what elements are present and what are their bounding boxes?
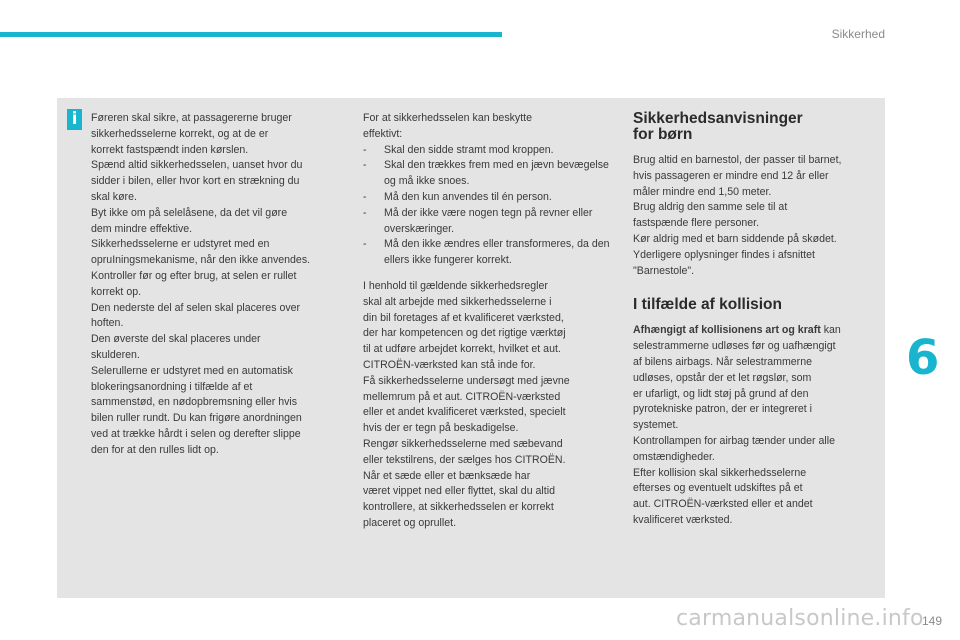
lead-rest: kan (820, 324, 841, 337)
text-line: måler mindre end 1,50 meter. (633, 185, 772, 198)
text-line: sidder i bilen, eller hvor kort en strækning du (91, 175, 300, 188)
text-line: hoften. (91, 317, 124, 330)
watermark: carmanualsonline.info (676, 606, 924, 631)
conditions-list (363, 143, 615, 269)
text-line: Kør aldrig med et barn siddende på skødet. (633, 232, 837, 245)
list-item: - Må den kun anvendes til én person. (363, 190, 615, 206)
text-line: opruIningsmekanisme, når den ikke anvendes. (91, 254, 311, 267)
text-line: fastspænde flere personer. (633, 217, 760, 230)
text-line: mellemrum på et aut. CITROËN-værksted (363, 390, 561, 403)
chapter-number: 6 (906, 330, 940, 386)
text-line: Kontroller før og efter brug, at selen er rullet (91, 269, 297, 282)
text-line: eller tekstilrens, der sælges hos CITROËN. (363, 453, 566, 466)
text-line: kvalificeret værksted. (633, 513, 733, 526)
lead-bold: Afhængigt af kollisionens art og kraft (633, 324, 821, 337)
text-line: Føreren skal sikre, at passagererne bruger (91, 112, 292, 124)
text-line: dem mindre effektive. (91, 222, 193, 235)
text-line: placeret og oprullet. (363, 516, 457, 529)
list-item: - Må der ikke være nogen tegn på revner eller overskæringer. (363, 206, 615, 238)
text-line: ved at trække hårdt i selen og derefter slippe (91, 427, 301, 440)
text-line: af bilens airbags. Når selestrammerne (633, 355, 812, 368)
text-line: kontrollere, at sikkerhedsselen er korrekt (363, 501, 554, 514)
text-line: Få sikkerhedsselerne undersøgt med jævne (363, 374, 570, 387)
text-line: selestrammerne udløses før og uafhængigt (633, 340, 836, 353)
list-item: - Må den ikke ændres eller transformeres, da den ellers ikke fungerer korrekt. (363, 237, 615, 269)
heading-children-line-2: for børn (633, 126, 693, 143)
text-line: Kontrollampen for airbag tænder under alle (633, 434, 835, 447)
text-line: Brug aldrig den samme sele til at (633, 201, 788, 214)
text-line: Den øverste del skal placeres under (91, 333, 261, 346)
column-seatbelt-conditions (363, 111, 615, 532)
text-line: hvis der er tegn på beskadigelse. (363, 422, 519, 435)
heading-children-line-1: Sikkerhedsanvisninger (633, 110, 803, 127)
text-line: skal alt arbejde med sikkerhedsselerne i (363, 295, 552, 308)
text-line: skal køre. (91, 190, 137, 203)
text-line: I henhold til gældende sikkerhedsregler (363, 279, 548, 292)
text-line: bilen ruller rundt. Du kan frigøre anordningen (91, 412, 302, 425)
text-line: skulderen. (91, 348, 140, 361)
column-seatbelt-general (91, 111, 349, 459)
text-line: din bil foretages af et kvalificeret værksted, (363, 311, 564, 324)
text-line: Brug altid en barnestol, der passer til barnet, (633, 154, 842, 166)
section-title: Sikkerhed (831, 27, 885, 41)
text-line: eller et andet kvalificeret værksted, specielt (363, 406, 566, 419)
text-line: til at udføre arbejdet korrekt, hvilket et aut. (363, 343, 561, 356)
text-line: været vippet ned eller flyttet, skal du altid (363, 485, 555, 498)
text-line: Selerullerne er udstyret med en automatisk (91, 364, 293, 377)
text-line: Når et sæde eller et bænksæde har (363, 469, 531, 482)
text-line: "Barnestole". (633, 264, 695, 277)
text-line: CITROËN-værksted kan stå inde for. (363, 358, 536, 371)
text-line: der har kompetencen og det rigtige værktøj (363, 327, 566, 340)
info-icon: i (67, 109, 82, 130)
text-line: efterses og eventuelt udskiftes på et (633, 482, 803, 495)
text-line: Yderligere oplysninger findes i afsnittet (633, 248, 815, 261)
text-line: hvis passageren er mindre end 12 år eller (633, 169, 829, 182)
text-line-lead (633, 323, 883, 339)
text-line: sikkerhedsselerne korrekt, og at de er (91, 127, 269, 140)
text-line: korrekt fastspændt inden kørslen. (91, 143, 249, 156)
intro-line: effektivt: (363, 127, 403, 140)
text-line: korrekt op. (91, 285, 142, 298)
text-line: Rengør sikkerhedsselerne med sæbevand (363, 437, 563, 450)
text-line: Sikkerhedsselerne er udstyret med en (91, 238, 270, 251)
text-line: pyrotekniske patron, der er integreret i (633, 403, 813, 416)
text-line: er ufarligt, og lidt støj på grund af den (633, 387, 809, 400)
text-line: den for at den rulles lidt op. (91, 443, 219, 456)
heading-collision: I tilfælde af kollision (633, 296, 782, 314)
list-item: - Skal den trækkes frem med en jævn bevægelse og må ikke snoes. (363, 158, 615, 190)
text-line: blokeringsanordning i tilfælde af et (91, 380, 253, 393)
list-item: - Skal den sidde stramt mod kroppen. (363, 143, 615, 159)
page-number: 149 (921, 614, 942, 628)
text-line: Byt ikke om på selelåsene, da det vil gøre (91, 206, 288, 219)
text-line: Den nederste del af selen skal placeres over (91, 301, 301, 314)
column-children-collision (633, 111, 883, 529)
intro-line: For at sikkerhedsselen kan beskytte (363, 112, 532, 124)
header-accent-bar (0, 32, 502, 37)
text-line: udløses, opstår der et let røgslør, som (633, 371, 812, 384)
text-line: omstændigheder. (633, 450, 715, 463)
text-line: Spænd altid sikkerhedsselen, uanset hvor du (91, 159, 303, 172)
text-line: Efter kollision skal sikkerhedsselerne (633, 466, 807, 479)
text-line: aut. CITROËN-værksted eller et andet (633, 498, 813, 511)
text-line: systemet. (633, 419, 679, 432)
text-line: sammenstød, en nødopbremsning eller hvis (91, 396, 298, 409)
